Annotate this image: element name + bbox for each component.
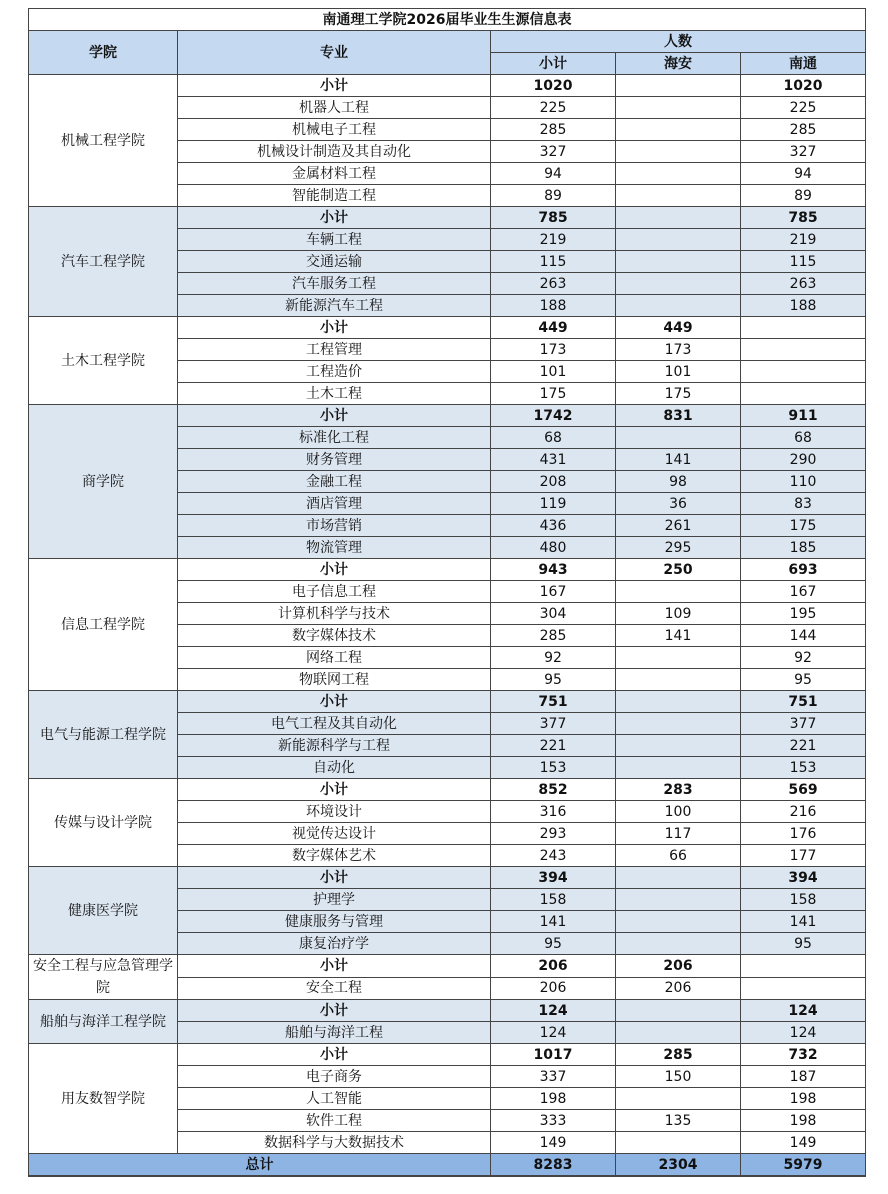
haian-cell: 101 [616,361,741,383]
major-cell: 小计 [178,559,491,581]
subtotal-cell: 101 [491,361,616,383]
nantong-cell: 167 [741,581,866,603]
college-cell: 土木工程学院 [29,317,178,405]
nantong-cell: 115 [741,251,866,273]
nantong-cell [741,955,866,978]
haian-cell [616,1000,741,1022]
haian-cell [616,911,741,933]
major-cell: 电子商务 [178,1066,491,1088]
haian-cell [616,75,741,97]
haian-cell [616,229,741,251]
haian-cell: 109 [616,603,741,625]
haian-cell [616,581,741,603]
college-cell: 信息工程学院 [29,559,178,691]
graduate-source-table [28,8,866,1177]
major-cell: 酒店管理 [178,493,491,515]
haian-cell [616,1088,741,1110]
nantong-cell: 110 [741,471,866,493]
major-cell: 小计 [178,955,491,978]
nantong-cell: 92 [741,647,866,669]
major-cell: 市场营销 [178,515,491,537]
haian-cell: 117 [616,823,741,845]
nantong-cell: 195 [741,603,866,625]
nantong-cell: 124 [741,1000,866,1022]
haian-cell [616,1132,741,1154]
major-cell: 智能制造工程 [178,185,491,207]
nantong-cell: 153 [741,757,866,779]
subtotal-cell: 377 [491,713,616,735]
subtotal-row [29,1044,866,1066]
total-row [29,1154,866,1177]
haian-cell [616,735,741,757]
college-cell: 用友数智学院 [29,1044,178,1154]
haian-cell [616,1022,741,1044]
subtotal-cell: 327 [491,141,616,163]
subtotal-cell: 173 [491,339,616,361]
subtotal-cell: 285 [491,625,616,647]
college-cell: 机械工程学院 [29,75,178,207]
subtotal-row [29,1000,866,1022]
nantong-cell: 394 [741,867,866,889]
subtotal-cell: 449 [491,317,616,339]
subtotal-row [29,207,866,229]
major-cell: 软件工程 [178,1110,491,1132]
haian-cell: 36 [616,493,741,515]
major-cell: 机械设计制造及其自动化 [178,141,491,163]
header-subtotal: 小计 [491,53,616,75]
major-cell: 小计 [178,867,491,889]
haian-cell [616,933,741,955]
subtotal-cell: 337 [491,1066,616,1088]
nantong-cell [741,317,866,339]
subtotal-cell: 92 [491,647,616,669]
nantong-cell: 785 [741,207,866,229]
haian-cell: 206 [616,977,741,1000]
nantong-cell: 327 [741,141,866,163]
nantong-cell: 221 [741,735,866,757]
subtotal-row [29,559,866,581]
major-cell: 工程造价 [178,361,491,383]
subtotal-cell: 219 [491,229,616,251]
haian-cell: 449 [616,317,741,339]
haian-cell [616,889,741,911]
subtotal-cell: 785 [491,207,616,229]
haian-cell [616,119,741,141]
nantong-cell: 198 [741,1088,866,1110]
subtotal-row [29,955,866,978]
nantong-cell: 732 [741,1044,866,1066]
haian-cell: 261 [616,515,741,537]
haian-cell: 206 [616,955,741,978]
nantong-cell: 693 [741,559,866,581]
nantong-cell: 188 [741,295,866,317]
major-cell: 护理学 [178,889,491,911]
nantong-cell: 187 [741,1066,866,1088]
nantong-cell: 95 [741,933,866,955]
major-cell: 康复治疗学 [178,933,491,955]
major-cell: 视觉传达设计 [178,823,491,845]
major-cell: 数字媒体艺术 [178,845,491,867]
nantong-cell: 175 [741,515,866,537]
major-cell: 数字媒体技术 [178,625,491,647]
total-haian: 2304 [616,1154,741,1177]
major-cell: 小计 [178,779,491,801]
nantong-cell: 124 [741,1022,866,1044]
haian-cell [616,273,741,295]
header-nantong: 南通 [741,53,866,75]
subtotal-cell: 175 [491,383,616,405]
major-cell: 小计 [178,75,491,97]
nantong-cell: 141 [741,911,866,933]
subtotal-row [29,691,866,713]
haian-cell [616,141,741,163]
subtotal-cell: 943 [491,559,616,581]
subtotal-cell: 1742 [491,405,616,427]
major-cell: 健康服务与管理 [178,911,491,933]
haian-cell [616,757,741,779]
subtotal-cell: 95 [491,933,616,955]
major-cell: 安全工程 [178,977,491,1000]
total-subtotal: 8283 [491,1154,616,1177]
nantong-cell: 569 [741,779,866,801]
haian-cell: 141 [616,449,741,471]
major-cell: 电气工程及其自动化 [178,713,491,735]
subtotal-row [29,75,866,97]
subtotal-cell: 206 [491,977,616,1000]
nantong-cell: 263 [741,273,866,295]
college-cell: 汽车工程学院 [29,207,178,317]
nantong-cell [741,339,866,361]
header-haian: 海安 [616,53,741,75]
subtotal-row [29,405,866,427]
nantong-cell: 216 [741,801,866,823]
major-cell: 电子信息工程 [178,581,491,603]
nantong-cell: 219 [741,229,866,251]
subtotal-cell: 89 [491,185,616,207]
subtotal-cell: 285 [491,119,616,141]
subtotal-cell: 221 [491,735,616,757]
major-cell: 土木工程 [178,383,491,405]
major-cell: 财务管理 [178,449,491,471]
major-cell: 金融工程 [178,471,491,493]
haian-cell [616,691,741,713]
haian-cell [616,669,741,691]
college-cell: 安全工程与应急管理学院 [29,955,178,1000]
haian-cell: 98 [616,471,741,493]
subtotal-cell: 95 [491,669,616,691]
subtotal-cell: 852 [491,779,616,801]
nantong-cell: 1020 [741,75,866,97]
college-cell: 健康医学院 [29,867,178,955]
table-title: 南通理工学院2026届毕业生生源信息表 [29,9,866,31]
subtotal-cell: 158 [491,889,616,911]
total-nantong: 5979 [741,1154,866,1177]
major-cell: 小计 [178,405,491,427]
nantong-cell [741,383,866,405]
subtotal-cell: 263 [491,273,616,295]
major-cell: 网络工程 [178,647,491,669]
haian-cell [616,295,741,317]
major-cell: 金属材料工程 [178,163,491,185]
subtotal-cell: 243 [491,845,616,867]
haian-cell [616,251,741,273]
haian-cell: 150 [616,1066,741,1088]
subtotal-cell: 751 [491,691,616,713]
subtotal-cell: 480 [491,537,616,559]
college-cell: 电气与能源工程学院 [29,691,178,779]
haian-cell [616,713,741,735]
college-cell: 商学院 [29,405,178,559]
major-cell: 物联网工程 [178,669,491,691]
header-college: 学院 [29,31,178,75]
nantong-cell: 290 [741,449,866,471]
nantong-cell: 158 [741,889,866,911]
nantong-cell: 176 [741,823,866,845]
haian-cell: 283 [616,779,741,801]
major-cell: 标准化工程 [178,427,491,449]
haian-cell: 135 [616,1110,741,1132]
haian-cell [616,185,741,207]
subtotal-cell: 333 [491,1110,616,1132]
nantong-cell: 68 [741,427,866,449]
subtotal-cell: 206 [491,955,616,978]
major-cell: 小计 [178,691,491,713]
subtotal-cell: 304 [491,603,616,625]
subtotal-cell: 1020 [491,75,616,97]
subtotal-cell: 316 [491,801,616,823]
haian-cell: 250 [616,559,741,581]
subtotal-cell: 153 [491,757,616,779]
major-cell: 新能源汽车工程 [178,295,491,317]
nantong-cell: 285 [741,119,866,141]
subtotal-cell: 149 [491,1132,616,1154]
subtotal-row [29,779,866,801]
major-cell: 小计 [178,1000,491,1022]
nantong-cell: 89 [741,185,866,207]
header-major: 专业 [178,31,491,75]
nantong-cell: 751 [741,691,866,713]
major-cell: 计算机科学与技术 [178,603,491,625]
nantong-cell: 377 [741,713,866,735]
header-count: 人数 [491,31,866,53]
nantong-cell: 95 [741,669,866,691]
subtotal-cell: 198 [491,1088,616,1110]
major-cell: 机械电子工程 [178,119,491,141]
major-cell: 环境设计 [178,801,491,823]
haian-cell [616,867,741,889]
subtotal-cell: 115 [491,251,616,273]
subtotal-cell: 124 [491,1022,616,1044]
haian-cell: 173 [616,339,741,361]
major-cell: 数据科学与大数据技术 [178,1132,491,1154]
college-cell: 传媒与设计学院 [29,779,178,867]
nantong-cell [741,977,866,1000]
nantong-cell [741,361,866,383]
subtotal-cell: 1017 [491,1044,616,1066]
total-label: 总计 [29,1154,491,1177]
major-cell: 车辆工程 [178,229,491,251]
subtotal-cell: 124 [491,1000,616,1022]
nantong-cell: 185 [741,537,866,559]
nantong-cell: 911 [741,405,866,427]
haian-cell: 175 [616,383,741,405]
haian-cell [616,427,741,449]
subtotal-cell: 68 [491,427,616,449]
subtotal-cell: 436 [491,515,616,537]
major-cell: 船舶与海洋工程 [178,1022,491,1044]
subtotal-cell: 167 [491,581,616,603]
haian-cell: 295 [616,537,741,559]
haian-cell: 66 [616,845,741,867]
major-cell: 汽车服务工程 [178,273,491,295]
subtotal-row [29,867,866,889]
haian-cell: 831 [616,405,741,427]
subtotal-cell: 394 [491,867,616,889]
haian-cell [616,207,741,229]
major-cell: 小计 [178,207,491,229]
nantong-cell: 198 [741,1110,866,1132]
major-cell: 机器人工程 [178,97,491,119]
major-cell: 交通运输 [178,251,491,273]
subtotal-cell: 188 [491,295,616,317]
haian-cell [616,647,741,669]
major-cell: 小计 [178,1044,491,1066]
subtotal-cell: 225 [491,97,616,119]
subtotal-row [29,317,866,339]
nantong-cell: 144 [741,625,866,647]
haian-cell: 285 [616,1044,741,1066]
haian-cell: 141 [616,625,741,647]
nantong-cell: 83 [741,493,866,515]
subtotal-cell: 94 [491,163,616,185]
major-cell: 物流管理 [178,537,491,559]
major-cell: 人工智能 [178,1088,491,1110]
nantong-cell: 94 [741,163,866,185]
nantong-cell: 149 [741,1132,866,1154]
haian-cell: 100 [616,801,741,823]
subtotal-cell: 119 [491,493,616,515]
nantong-cell: 225 [741,97,866,119]
major-cell: 工程管理 [178,339,491,361]
haian-cell [616,163,741,185]
subtotal-cell: 208 [491,471,616,493]
college-cell: 船舶与海洋工程学院 [29,1000,178,1044]
subtotal-cell: 431 [491,449,616,471]
subtotal-cell: 293 [491,823,616,845]
major-cell: 自动化 [178,757,491,779]
subtotal-cell: 141 [491,911,616,933]
major-cell: 小计 [178,317,491,339]
nantong-cell: 177 [741,845,866,867]
haian-cell [616,97,741,119]
major-cell: 新能源科学与工程 [178,735,491,757]
